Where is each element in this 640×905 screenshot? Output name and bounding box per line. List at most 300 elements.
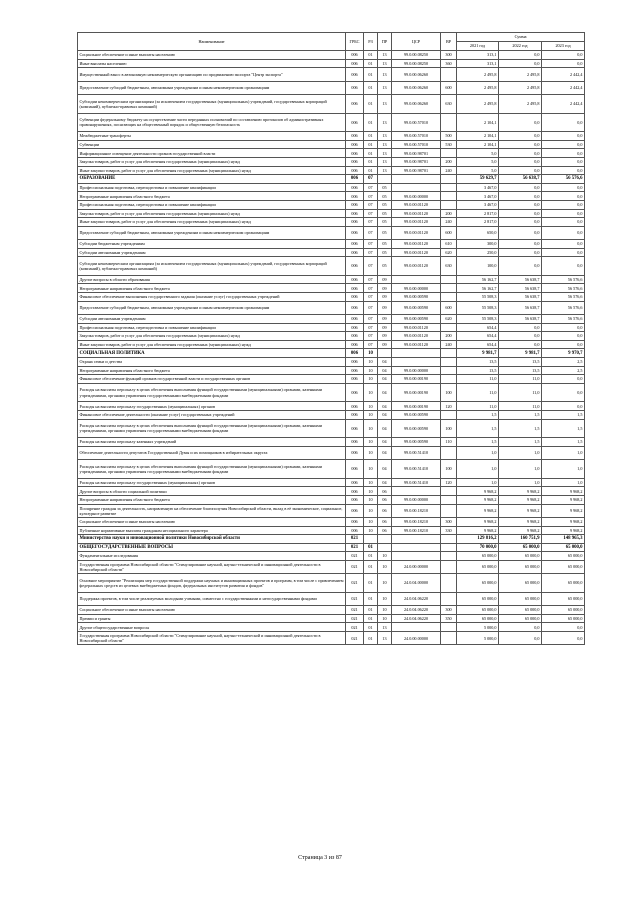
row-csr: 24.0.00.00000 [392, 560, 441, 573]
row-name: Профессиональная подготовка, переподготовка и повышение квалификации [78, 183, 346, 192]
row-sum-2023: 65 000,0 [542, 574, 585, 593]
row-sum-2021: 13,5 [457, 366, 499, 375]
row-vr [441, 410, 457, 419]
row-csr: 99.0.00.01120 [392, 332, 441, 341]
row-vr: 120 [441, 478, 457, 487]
row-name: Субсидии автономным учреждениям [78, 315, 346, 324]
row-csr: 99.0.00.00590 [392, 438, 441, 447]
row-csr: 99.0.00.18210 [392, 526, 441, 535]
row-rz: 07 [364, 340, 378, 349]
row-sum-2023: 0,0 [542, 340, 585, 349]
row-sum-2023: 1,0 [542, 460, 585, 479]
row-sum-2023: 56 576,6 [542, 293, 585, 302]
row-csr: 99.0.00.06260 [392, 81, 441, 94]
row-rz: 01 [364, 632, 378, 645]
row-pr: 10 [378, 552, 392, 561]
row-vr: 240 [441, 340, 457, 349]
row-sum-2022: 0,0 [499, 51, 542, 60]
row-rz: 07 [364, 183, 378, 192]
row-sum-2021: 11,0 [457, 383, 499, 402]
row-rz: 01 [364, 132, 378, 141]
row-pr: 13 [378, 68, 392, 81]
row-vr [441, 574, 457, 593]
row-grbs: 006 [346, 81, 364, 94]
row-name: Социальное обеспечение и иные выплаты населению [78, 517, 346, 526]
row-vr: 600 [441, 226, 457, 239]
row-name: Предоставление субсидий бюджетным, автономным учреждениям и иным некоммерческим организациям [78, 226, 346, 239]
row-grbs: 006 [346, 438, 364, 447]
row-sum-2022: 65 000,0 [499, 606, 542, 615]
row-vr: 620 [441, 315, 457, 324]
row-rz: 07 [364, 200, 378, 209]
table-row [78, 383, 585, 402]
row-sum-2023: 2 442,4 [542, 68, 585, 81]
row-rz: 07 [364, 248, 378, 257]
row-rz: 10 [364, 495, 378, 504]
row-name: Другие вопросы в области социальной политики [78, 487, 346, 496]
row-name: Профессиональная подготовка, переподготовка и повышение квалификации [78, 323, 346, 332]
row-sum-2022: 1,5 [499, 419, 542, 438]
row-sum-2023: 0,0 [542, 200, 585, 209]
row-grbs: 006 [346, 59, 364, 68]
row-name: Непрограммные направления областного бюджета [78, 366, 346, 375]
row-sum-2023: 0,0 [542, 402, 585, 411]
row-pr: 04 [378, 460, 392, 479]
row-sum-2022: 65 000,0 [499, 543, 542, 552]
table-row [78, 293, 585, 302]
row-grbs: 006 [346, 358, 364, 367]
row-sum-2022: 160 751,9 [499, 535, 542, 544]
row-name: Обеспечение деятельности депутатов Государственной Думы и их помощников в избирательных округах [78, 446, 346, 459]
row-csr [392, 552, 441, 561]
table-row [78, 504, 585, 517]
table-row [78, 560, 585, 573]
row-sum-2022: 11,0 [499, 402, 542, 411]
row-rz: 10 [364, 526, 378, 535]
row-rz: 10 [364, 487, 378, 496]
row-vr: 240 [441, 166, 457, 175]
row-sum-2021: 65 000,0 [457, 592, 499, 605]
row-pr: 10 [378, 592, 392, 605]
row-grbs: 006 [346, 140, 364, 149]
table-row [78, 487, 585, 496]
table-row [78, 526, 585, 535]
row-pr [378, 543, 392, 552]
row-sum-2023: 1,5 [542, 410, 585, 419]
table-row [78, 366, 585, 375]
row-sum-2023: 0,0 [542, 632, 585, 645]
row-sum-2022: 65 000,0 [499, 592, 542, 605]
row-rz: 01 [364, 59, 378, 68]
table-row [78, 51, 585, 60]
row-vr [441, 323, 457, 332]
row-pr: 13 [378, 51, 392, 60]
row-sum-2021: 9 968,2 [457, 504, 499, 517]
row-grbs: 006 [346, 526, 364, 535]
row-sum-2023: 0,0 [542, 218, 585, 227]
table-row [78, 495, 585, 504]
row-csr: 24.0.04.06220 [392, 592, 441, 605]
row-sum-2021: 65 000,0 [457, 606, 499, 615]
row-sum-2021: 5,0 [457, 166, 499, 175]
row-sum-2023: 0,0 [542, 623, 585, 632]
table-row [78, 517, 585, 526]
row-pr: 13 [378, 113, 392, 132]
row-sum-2022: 65 000,0 [499, 614, 542, 623]
row-csr: 24.0.00.00000 [392, 632, 441, 645]
row-rz: 07 [364, 257, 378, 276]
row-vr: 100 [441, 419, 457, 438]
row-grbs: 021 [346, 623, 364, 632]
row-grbs: 006 [346, 192, 364, 201]
table-row [78, 275, 585, 284]
row-csr: 99.0.00.00190 [392, 383, 441, 402]
row-pr: 05 [378, 240, 392, 249]
row-grbs: 006 [346, 495, 364, 504]
row-sum-2023: 0,0 [542, 51, 585, 60]
row-pr: 06 [378, 487, 392, 496]
row-name: Непрограммные направления областного бюджета [78, 284, 346, 293]
table-row [78, 218, 585, 227]
row-name: ОБРАЗОВАНИЕ [78, 175, 346, 184]
row-pr: 04 [378, 419, 392, 438]
row-grbs: 021 [346, 560, 364, 573]
row-grbs: 006 [346, 323, 364, 332]
row-sum-2021: 5 000,0 [457, 623, 499, 632]
row-vr [441, 68, 457, 81]
row-csr: 99.0.00.98701 [392, 166, 441, 175]
row-rz: 01 [364, 157, 378, 166]
row-rz: 10 [364, 410, 378, 419]
row-sum-2023: 65 000,0 [542, 552, 585, 561]
row-pr: 04 [378, 375, 392, 384]
row-sum-2021: 1,5 [457, 419, 499, 438]
row-name: Государственная программа Новосибирской области "Стимулирование научной, научно-технической и инновационной деятельности в Новосибирской области" [78, 632, 346, 645]
row-csr [392, 275, 441, 284]
row-pr: 13 [378, 166, 392, 175]
row-sum-2023: 0,0 [542, 59, 585, 68]
row-csr: 99.0.00.06260 [392, 94, 441, 113]
row-sum-2023: 2,5 [542, 358, 585, 367]
row-vr [441, 592, 457, 605]
row-pr: 13 [378, 81, 392, 94]
row-csr: 99.0.00.51410 [392, 446, 441, 459]
row-sum-2023: 1,5 [542, 438, 585, 447]
row-grbs: 006 [346, 301, 364, 314]
row-grbs: 006 [346, 157, 364, 166]
row-rz: 10 [364, 402, 378, 411]
row-csr [392, 358, 441, 367]
row-rz: 01 [364, 113, 378, 132]
row-grbs: 006 [346, 149, 364, 158]
row-sum-2021: 65 000,0 [457, 560, 499, 573]
row-sum-2023: 65 000,0 [542, 592, 585, 605]
row-sum-2021: 5,0 [457, 149, 499, 158]
row-pr: 09 [378, 293, 392, 302]
row-sum-2023: 2 442,4 [542, 81, 585, 94]
row-grbs: 006 [346, 315, 364, 324]
row-sum-2022: 56 638,7 [499, 284, 542, 293]
row-sum-2021: 300,0 [457, 240, 499, 249]
row-grbs: 006 [346, 332, 364, 341]
row-rz: 07 [364, 192, 378, 201]
row-csr: 99.0.00.00000 [392, 495, 441, 504]
row-grbs: 021 [346, 574, 364, 593]
row-sum-2021: 1,0 [457, 446, 499, 459]
row-name: Субсидии некоммерческим организациям (за исключением государственных (муниципальных) учреждений, государственных корпораций (компаний), публично-правовых компаний) [78, 257, 346, 276]
row-rz [364, 535, 378, 544]
row-sum-2022: 11,0 [499, 375, 542, 384]
row-name: Иные закупки товаров, работ и услуг для обеспечения государственных (муниципальных) нужд [78, 340, 346, 349]
row-name: Финансовое обеспечение выполнения государственного задания (оказание услуг) государственных учреждений [78, 293, 346, 302]
row-rz: 01 [364, 592, 378, 605]
row-csr [392, 183, 441, 192]
row-csr: 99.0.00.01120 [392, 248, 441, 257]
row-csr [392, 175, 441, 184]
row-sum-2022: 9 968,2 [499, 495, 542, 504]
row-vr: 350 [441, 614, 457, 623]
table-row [78, 632, 585, 645]
row-vr [441, 487, 457, 496]
row-vr: 360 [441, 59, 457, 68]
header-year-2023: 2023 год [542, 42, 585, 51]
row-sum-2021: 250,0 [457, 248, 499, 257]
row-sum-2021: 11,0 [457, 375, 499, 384]
table-row [78, 419, 585, 438]
table-row [78, 614, 585, 623]
row-name: Иные закупки товаров, работ и услуг для обеспечения государственных (муниципальных) нужд [78, 166, 346, 175]
table-row [78, 438, 585, 447]
row-rz: 10 [364, 460, 378, 479]
row-name: Иные выплаты населению [78, 59, 346, 68]
row-csr: 99.0.00.00590 [392, 410, 441, 419]
table-row [78, 574, 585, 593]
row-name: Информационное освещение деятельности органов государственной власти [78, 149, 346, 158]
row-sum-2021: 59 629,7 [457, 175, 499, 184]
row-grbs: 006 [346, 200, 364, 209]
row-pr: 05 [378, 209, 392, 218]
row-rz: 01 [364, 149, 378, 158]
table-body [78, 51, 585, 645]
row-sum-2022: 0,0 [499, 183, 542, 192]
row-sum-2021: 2 495,8 [457, 94, 499, 113]
table-row [78, 59, 585, 68]
row-sum-2021: 654,4 [457, 332, 499, 341]
row-pr: 04 [378, 366, 392, 375]
row-name: Расходы на выплаты персоналу государственных (муниципальных) органов [78, 478, 346, 487]
row-pr [378, 175, 392, 184]
table-row [78, 175, 585, 184]
row-name: Публичные нормативные выплаты гражданам несоциального характера [78, 526, 346, 535]
row-vr: 610 [441, 240, 457, 249]
row-sum-2021: 56 162,7 [457, 275, 499, 284]
row-pr: 13 [378, 623, 392, 632]
row-pr: 05 [378, 257, 392, 276]
row-sum-2022: 65 000,0 [499, 552, 542, 561]
table-row [78, 460, 585, 479]
row-pr: 05 [378, 192, 392, 201]
row-rz: 01 [364, 166, 378, 175]
table-row [78, 358, 585, 367]
row-vr [441, 293, 457, 302]
table-row [78, 535, 585, 544]
row-vr [441, 552, 457, 561]
row-grbs: 006 [346, 402, 364, 411]
header-vr: ВР [441, 33, 457, 51]
header-grbs: ГРБС [346, 33, 364, 51]
row-grbs: 021 [346, 552, 364, 561]
row-sum-2022: 65 000,0 [499, 574, 542, 593]
row-grbs: 021 [346, 592, 364, 605]
row-vr [441, 149, 457, 158]
row-sum-2022: 1,0 [499, 446, 542, 459]
row-pr: 06 [378, 504, 392, 517]
row-pr: 13 [378, 94, 392, 113]
table-header [78, 33, 585, 51]
row-sum-2022: 9 968,2 [499, 517, 542, 526]
row-name: ОБЩЕГОСУДАРСТВЕННЫЕ ВОПРОСЫ [78, 543, 346, 552]
row-csr: 99.0.00.01120 [392, 200, 441, 209]
row-rz: 10 [364, 349, 378, 358]
row-name: Непрограммные направления областного бюджета [78, 192, 346, 201]
row-grbs: 006 [346, 248, 364, 257]
row-sum-2023: 56 576,6 [542, 275, 585, 284]
row-sum-2022: 65 000,0 [499, 560, 542, 573]
row-pr: 06 [378, 517, 392, 526]
header-year-2022: 2022 год [499, 42, 542, 51]
table-row [78, 315, 585, 324]
row-grbs: 021 [346, 606, 364, 615]
table-row [78, 248, 585, 257]
row-sum-2021: 9 968,2 [457, 495, 499, 504]
row-csr: 99.0.00.08250 [392, 59, 441, 68]
row-sum-2021: 100,0 [457, 257, 499, 276]
row-pr: 09 [378, 332, 392, 341]
row-rz: 01 [364, 552, 378, 561]
table-row [78, 410, 585, 419]
table-row [78, 140, 585, 149]
row-name: Государственная программа Новосибирской области "Стимулирование научной, научно-технической и инновационной деятельности в Новосибирской области" [78, 560, 346, 573]
row-vr [441, 543, 457, 552]
row-vr [441, 192, 457, 201]
row-sum-2023: 2,5 [542, 366, 585, 375]
row-name: СОЦИАЛЬНАЯ ПОЛИТИКА [78, 349, 346, 358]
row-pr: 04 [378, 438, 392, 447]
row-sum-2022: 9 968,2 [499, 504, 542, 517]
row-grbs: 006 [346, 175, 364, 184]
row-grbs: 006 [346, 383, 364, 402]
row-pr: 04 [378, 383, 392, 402]
table-row [78, 209, 585, 218]
row-sum-2021: 11,0 [457, 402, 499, 411]
row-sum-2022: 11,0 [499, 383, 542, 402]
row-sum-2021: 5,0 [457, 157, 499, 166]
row-name: Предоставление субсидий бюджетным, автономным учреждениям и иным некоммерческим организациям [78, 81, 346, 94]
row-csr [392, 487, 441, 496]
row-name: Субсидии некоммерческим организациям (за исключением государственных (муниципальных) учреждений, государственных корпораций (компаний), публично-правовых компаний) [78, 94, 346, 113]
row-name: Другие общегосударственные вопросы [78, 623, 346, 632]
row-name: Закупка товаров, работ и услуг для обеспечения государственных (муниципальных) нужд [78, 332, 346, 341]
table-row [78, 226, 585, 239]
row-sum-2021: 70 000,0 [457, 543, 499, 552]
row-name: Социальное обеспечение и иные выплаты населению [78, 51, 346, 60]
row-pr: 05 [378, 248, 392, 257]
row-sum-2021: 3 467,0 [457, 200, 499, 209]
row-sum-2021: 1,0 [457, 478, 499, 487]
row-sum-2022: 1,5 [499, 410, 542, 419]
row-rz: 07 [364, 240, 378, 249]
row-sum-2023: 0,0 [542, 248, 585, 257]
table-row [78, 332, 585, 341]
row-vr: 600 [441, 81, 457, 94]
row-sum-2022: 0,0 [499, 240, 542, 249]
row-rz: 01 [364, 623, 378, 632]
row-rz: 07 [364, 315, 378, 324]
row-pr: 13 [378, 59, 392, 68]
row-sum-2022: 56 638,7 [499, 301, 542, 314]
table-row [78, 402, 585, 411]
table-row [78, 375, 585, 384]
row-sum-2022: 0,0 [499, 340, 542, 349]
row-csr: 24.0.04.06220 [392, 606, 441, 615]
row-name: Поддержка проектов, в том числе реализуемых молодыми учеными, совместно с государственными и негосударственными фондами [78, 592, 346, 605]
row-vr: 300 [441, 51, 457, 60]
row-sum-2023: 1,0 [542, 478, 585, 487]
row-name: Поощрение граждан за деятельность, направленную на обеспечение благополучия Новосибирской области, вклад в её экономическое, социальное, культурное развитие [78, 504, 346, 517]
table-row [78, 552, 585, 561]
table-row [78, 68, 585, 81]
table-row [78, 183, 585, 192]
row-grbs: 006 [346, 410, 364, 419]
header-year-2021: 2021 год [457, 42, 499, 51]
row-csr: 99.0.00.00190 [392, 402, 441, 411]
table-row [78, 592, 585, 605]
row-pr: 05 [378, 200, 392, 209]
table-row [78, 623, 585, 632]
row-pr: 04 [378, 446, 392, 459]
row-vr: 330 [441, 526, 457, 535]
row-rz: 07 [364, 301, 378, 314]
row-sum-2021: 2 104,1 [457, 140, 499, 149]
table-row [78, 446, 585, 459]
row-sum-2023: 0,0 [542, 149, 585, 158]
row-rz: 01 [364, 560, 378, 573]
row-sum-2022: 2 495,8 [499, 94, 542, 113]
row-sum-2022: 0,0 [499, 332, 542, 341]
row-vr: 300 [441, 606, 457, 615]
row-rz: 01 [364, 574, 378, 593]
row-name: Расходы на выплаты персоналу в целях обеспечения выполнения функций государственными (муниципальными) органами, казенными учреждениями, органами управления государственными внебюджетными фондами [78, 460, 346, 479]
row-name: Другие вопросы в области образования [78, 275, 346, 284]
row-pr [378, 535, 392, 544]
row-pr: 04 [378, 410, 392, 419]
row-name: Непрограммные направления областного бюджета [78, 495, 346, 504]
row-name: Премии и гранты [78, 614, 346, 623]
row-name: Расходы на выплаты персоналу государственных (муниципальных) органов [78, 402, 346, 411]
table-row [78, 478, 585, 487]
row-grbs: 006 [346, 375, 364, 384]
row-rz: 07 [364, 275, 378, 284]
row-sum-2021: 9 968,2 [457, 487, 499, 496]
row-vr [441, 535, 457, 544]
row-rz: 07 [364, 175, 378, 184]
row-csr: 99.0.00.01120 [392, 218, 441, 227]
row-vr [441, 175, 457, 184]
budget-table-page [77, 32, 584, 645]
row-pr: 04 [378, 358, 392, 367]
row-pr: 10 [378, 614, 392, 623]
row-csr: 99.0.00.18210 [392, 517, 441, 526]
